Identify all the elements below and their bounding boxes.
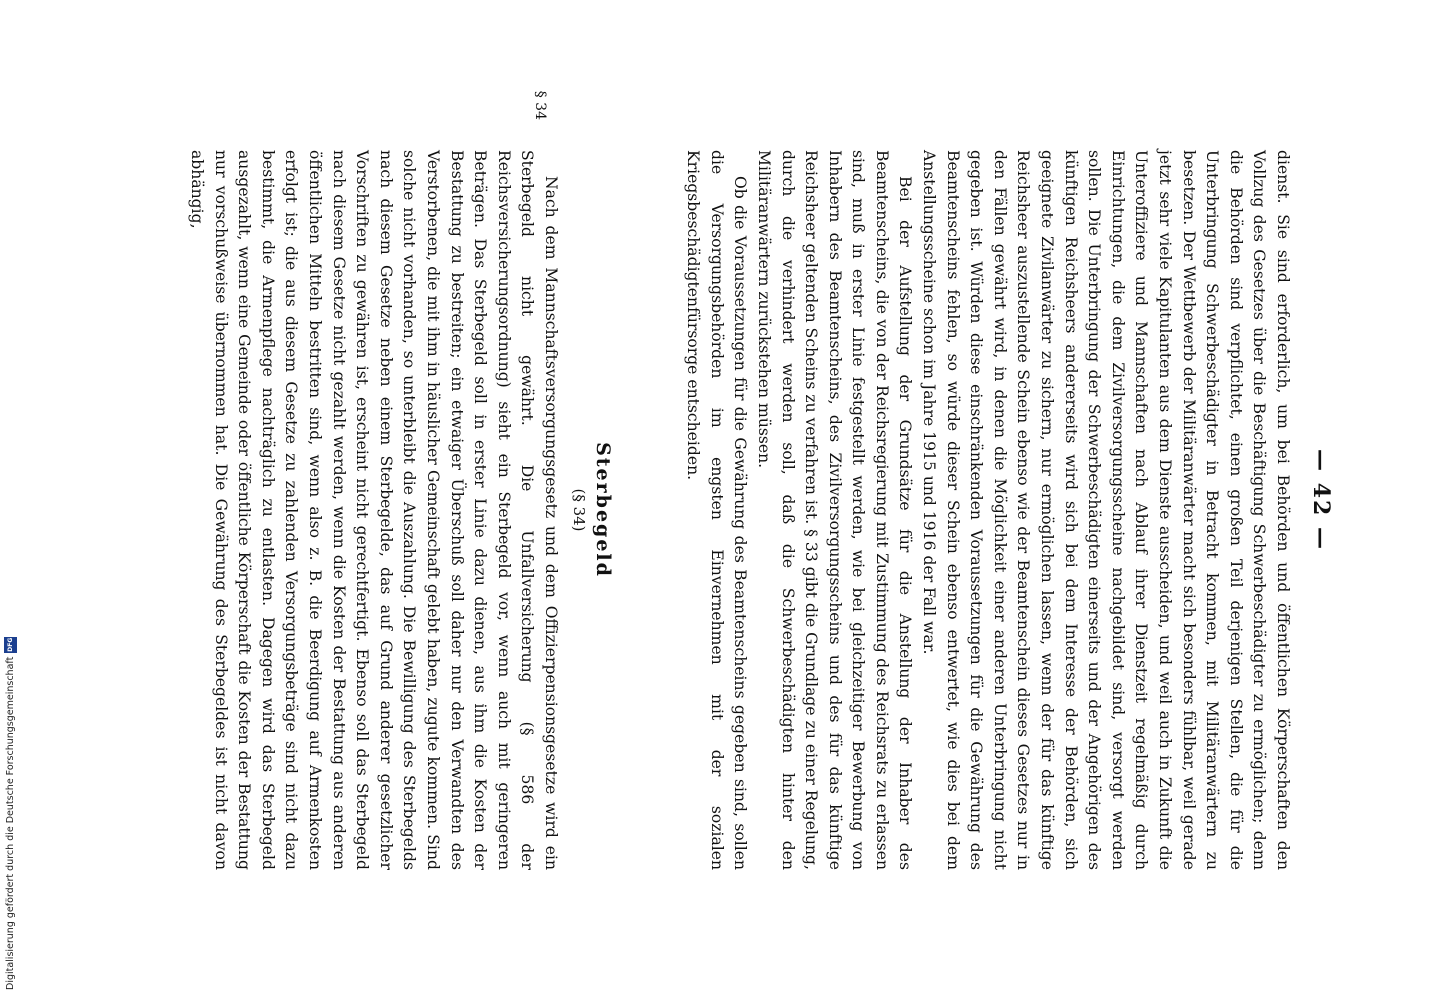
margin-note: § 34 [532,90,548,120]
text-block-bottom [185,150,563,870]
paragraph: Nach dem Mannschaftsversorgungsgesetz und dem Offizierpensionsgesetze wird ein Sterbegeld nicht gewährt. Die Unfallversicherung (§ 586 der Reichsversicherungsordnung) sieht ein Sterbegeld vor, wenn auch mit geringeren Beträgen. Das Sterbegeld soll in erster Linie dazu dienen, aus ihm die Kosten der Bestattung zu bestreiten; ein etwaiger Überschuß soll daher nur den Verwandten des Verstorbenen, die mit ihm in häuslicher Gemeinschaft gelebt haben, zugute kommen. Sind solche nicht vorhanden, so unterbleibt die Auszahlung. Die Bewilligung des Sterbegelds nach diesem Gesetze neben einem Sterbegelde, das auf Grund anderer gesetzlicher Vorschriften zu gewähren ist, erscheint nicht gerechtfertigt. Ebenso soll das Sterbegeld nach diesem Gesetze nicht gezahlt werden, wenn die Kosten der Bestattung aus anderen öffentlichen Mitteln bestritten sind, wenn also z. B. die Beerdigung auf Armenkosten erfolgt ist; die aus diesem Gesetze zu zahlenden Versorgungsbeträge sind nicht dazu bestimmt, die Armenpflege nachträglich zu entlasten. Dagegen wird das Sterbegeld ausgezahlt, wenn eine Gemeinde oder öffentliche Körperschaft die Kosten der Bestattung nur vorschußweise übernommen hat. Die Gewährung des Sterbegeldes ist nicht davon abhängig, [188,150,560,870]
paragraph: dienst. Sie sind erforderlich, um bei Behörden und öffentlichen Körperschaften den Vollzug des Gesetzes über die Beschäftigung Schwerbeschädigter zu ermöglichen; denn die Behörden sind verpflichtet, einen großen Teil derjenigen Stellen, die für die Unterbringung Schwerbeschädigter in Betracht kommen, mit Militäranwärtern zu besetzen. Der Wettbewerb der Militäranwärter macht sich besonders fühlbar, weil gerade jetzt sehr viele Kapitulanten aus dem Dienste ausscheiden, und weil auch in Zukunft die Unteroffiziere und Mannschaften nach Ablauf ihrer Dienstzeit regelmäßig durch Einrichtungen, die dem Zivilversorgungsscheine nachgebildet sind, versorgt werden sollen. Die Unterbringung der Schwerbeschädigten einerseits und der Angehörigen des künftigen Reichsheers andererseits wird sich bei dem Interesse der Behörden, sich geeignete Zivilanwärter zu sichern, nur ermöglichen lassen, wenn der für das künftige Reichsheer auszustellende Schein ebenso wie der Beamtenschein dieses Gesetzes nur in den Fällen gewährt wird, in denen die Möglichkeit einer anderen Unterbringung nicht gegeben ist. Würden diese einschränkenden Voraussetzungen für die Gewährung des Beamtenscheins fehlen, so würde dieser Schein ebenso entwertet, wie dies bei dem Anstellungsscheine schon im Jahre 1915 und 1916 der Fall war. [920,150,1292,870]
dfg-logo-icon: DFG [4,637,17,653]
attribution-text: Digitalisierung gefördert durch die Deutsche Forschungsgemeinschaft [4,656,16,990]
digitization-attribution [2,600,18,990]
section-subheading: (§ 34) [570,488,588,532]
page-number: — 42 — [1308,449,1334,551]
text-block-top [681,150,1294,870]
paragraph: Ob die Voraussetzungen für die Gewährung des Beamtenscheins gegeben sind, sollen die Versorgungsbehörden im engsten Einvernehmen mit der sozialen Kriegsbeschädigtenfürsorge entscheiden. [684,150,750,870]
paragraph: Bei der Aufstellung der Grundsätze für die Anstellung der Inhaber des Beamtenscheins, die von der Reichsregierung mit Zustimmung des Reichsrats zu erlassen sind, muß in erster Linie festgestellt werden, wie bei gleichzeitiger Bewerbung von Inhabern des Beamtenscheins, des Zivilversorgungsscheins und des für das künftige Reichsheer geltenden Scheins zu verfahren ist. § 33 gibt die Grundlage zu einer Regelung, durch die verhindert werden soll, daß die Schwerbeschädigten hinter den Militäranwärtern zurückstehen müssen. [754,150,915,870]
section-heading: Sterbegeld [592,442,614,578]
